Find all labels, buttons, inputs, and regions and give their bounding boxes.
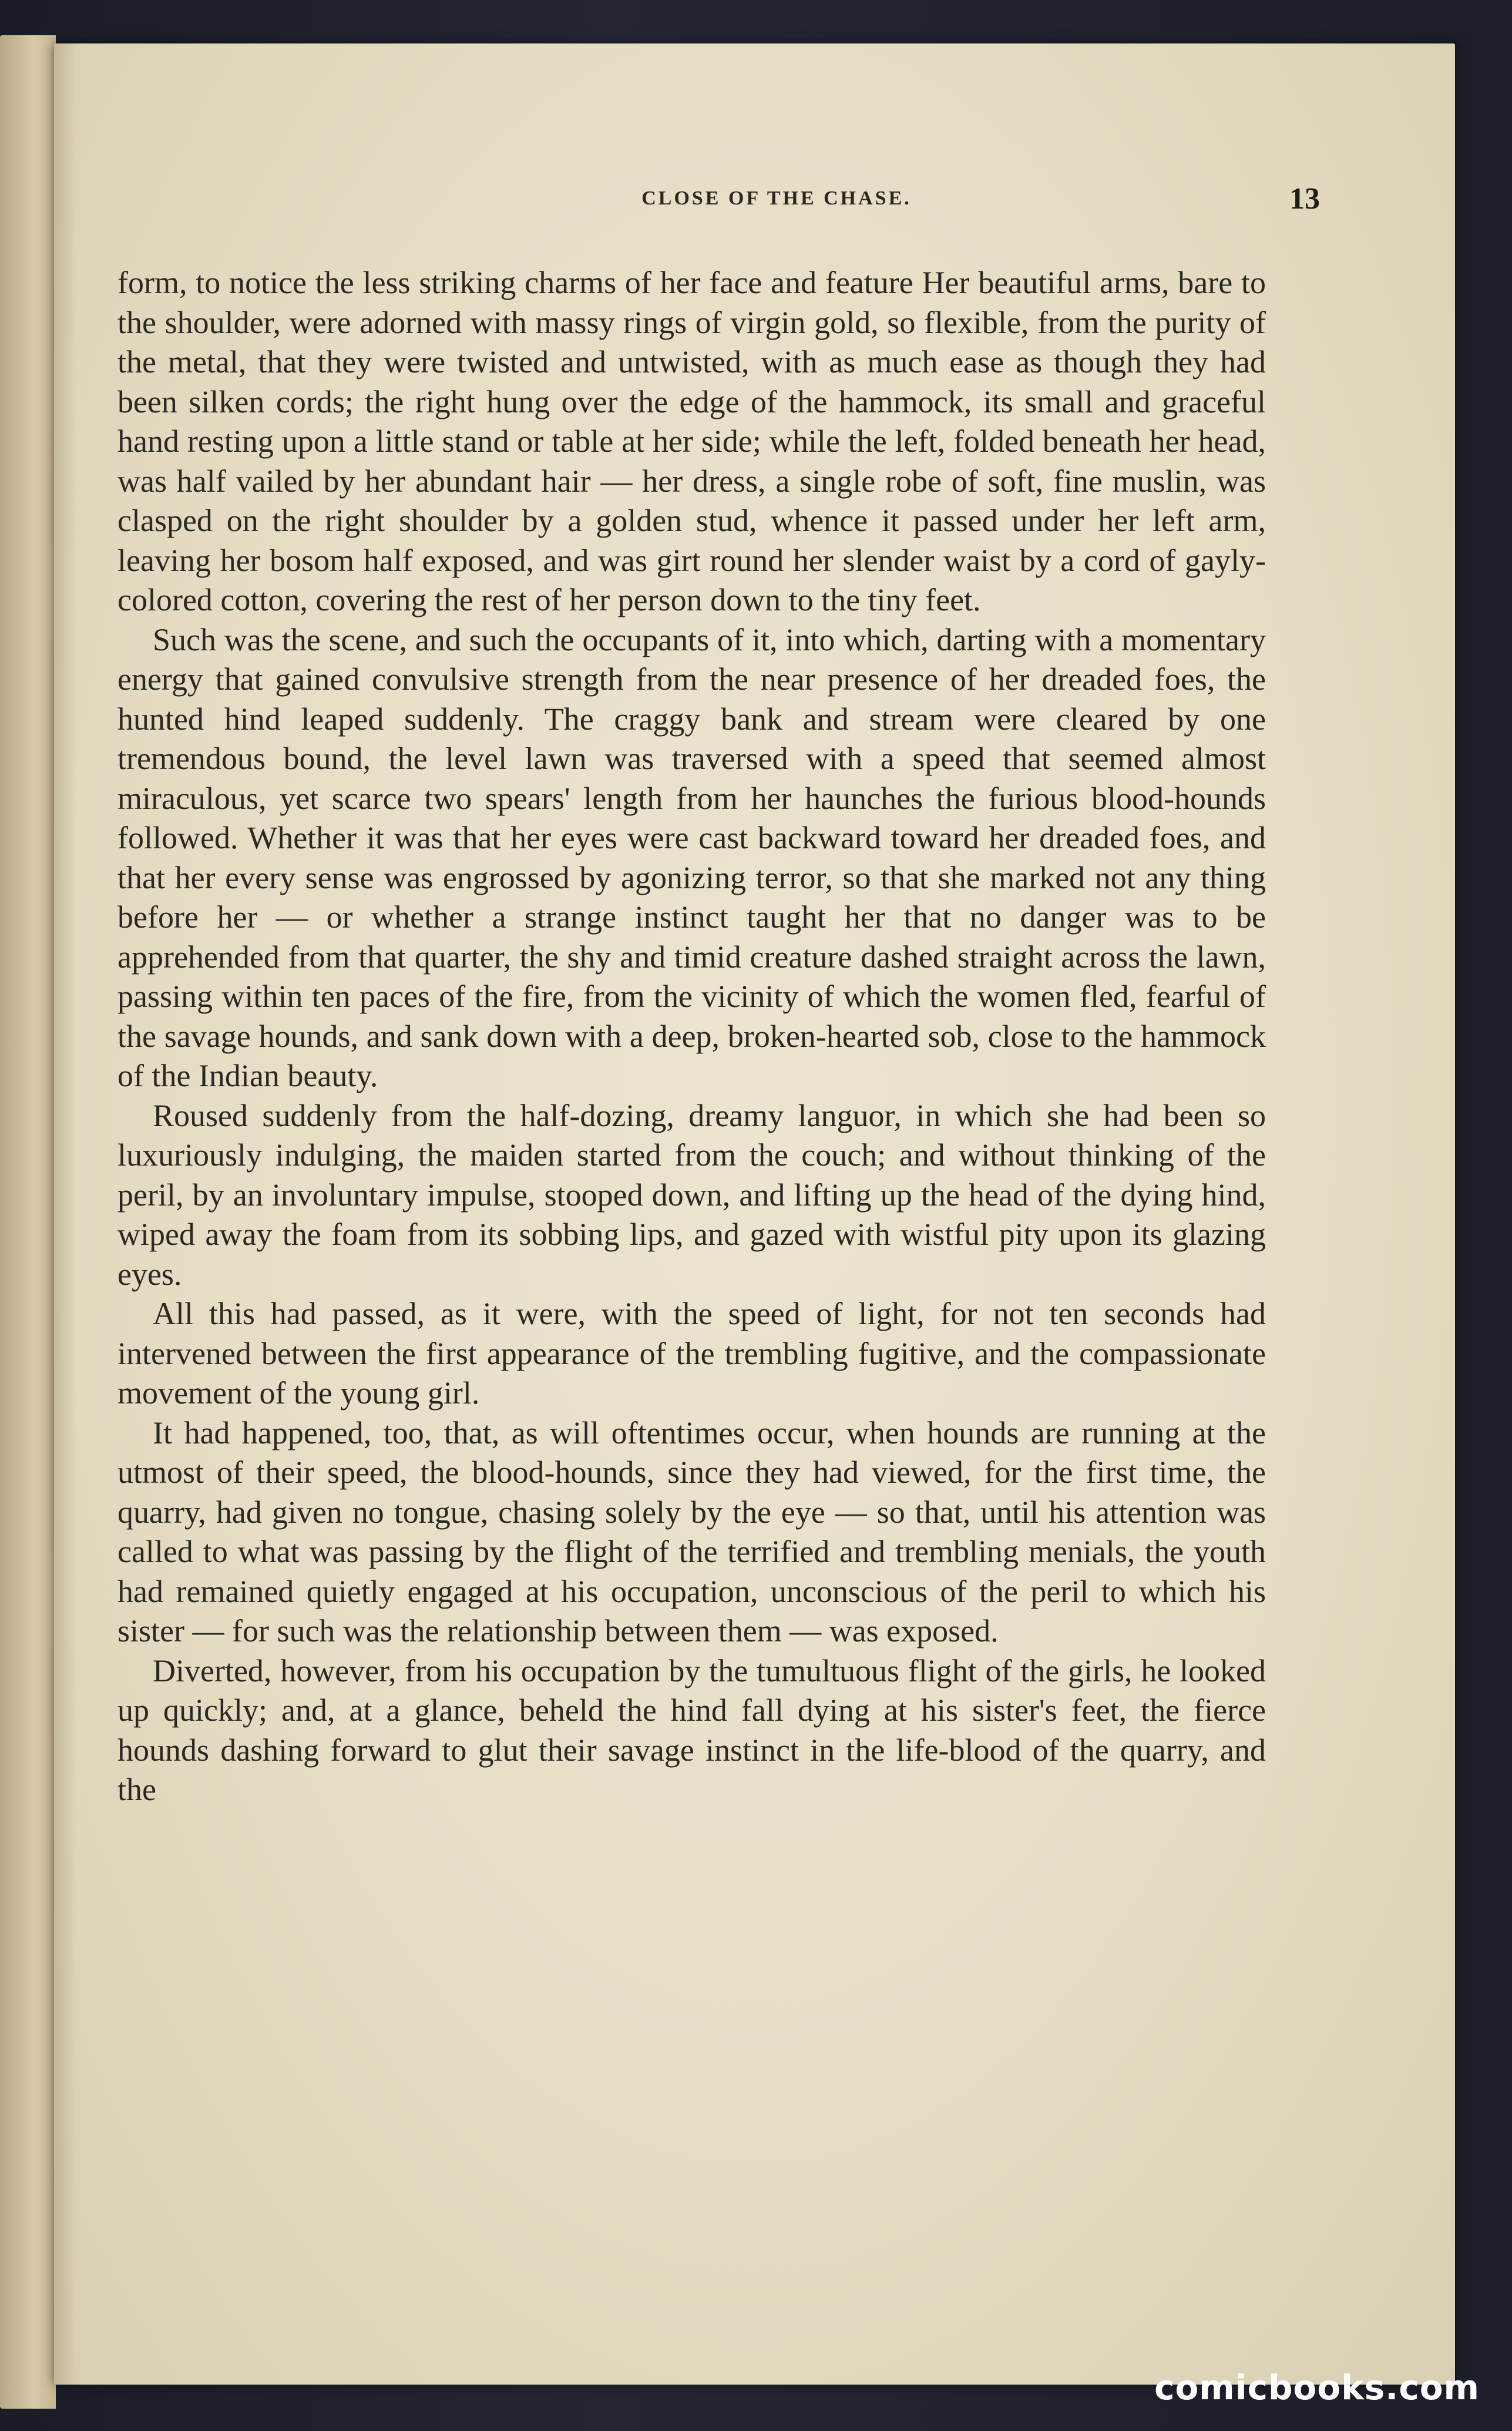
paragraph: Roused suddenly from the half-dozing, dreamy languor, in which she had been so luxuriously indulging, the maiden started from the couch; and without thinking of the peril, by an involuntary impulse, stooped down, and lifting up the head of the dying hind, wiped away the foam from its sobbing lips, and gazed with wistful pity upon its glazing eyes. [117, 1097, 1266, 1292]
paragraph: Diverted, however, from his occupation by the tumultuous flight of the girls, he looked up quickly; and, at a glance, beheld the hind fall dying at his sister's feet, the fierce hounds dashing forward to glut their savage instinct in the life-blood of the quarry, and the [117, 1653, 1266, 1807]
body-text [117, 263, 1266, 1810]
running-head [54, 182, 1455, 229]
page-gutter-shadow [54, 43, 78, 2385]
facing-page-edge [0, 35, 56, 2409]
paragraph: form, to notice the less striking charms of her face and feature Her beautiful arms, bare to the shoulder, were adorned with massy rings of virgin gold, so flexible, from the purity of the metal, that they were twisted and untwisted, with as much ease as though they had been silken cords; the right hung over the edge of the hammock, its small and graceful hand resting upon a little stand or table at her side; while the left, folded beneath her head, was half vailed by her abundant hair — her dress, a single robe of soft, fine muslin, was clasped on the right shoulder by a golden stud, whence it passed under her left arm, leaving her bosom half exposed, and was girt round her slender waist by a cord of gayly-colored cotton, covering the rest of her person down to the tiny feet. [117, 265, 1266, 617]
paragraph: It had happened, too, that, as will oftentimes occur, when hounds are running at the utmost of their speed, the blood-hounds, since they had viewed, for the first time, the quarry, had given no tongue, chasing solely by the eye — so that, until his attention was called to what was passing by the flight of the terrified and trembling menials, the youth had remained quietly engaged at his occupation, unconscious of the peril to which his sister — for such was the relationship between them — was exposed. [117, 1415, 1266, 1648]
paragraph: All this had passed, as it were, with the speed of light, for not ten seconds had intervened between the first appearance of the trembling fugitive, and the compassionate movement of the young girl. [117, 1296, 1266, 1411]
watermark: comicbooks.com [1154, 2368, 1480, 2408]
paragraph: Such was the scene, and such the occupants of it, into which, darting with a momentary energy that gained convulsive strength from the near presence of her dreaded foes, the hunted hind leaped suddenly. The craggy bank and stream were cleared by one tremendous bound, the level lawn was traversed with a speed that seemed almost miraculous, yet scarce two spears' length from her haunches the furious blood-hounds followed. Whether it was that her eyes were cast backward toward her dreaded foes, and that her every sense was engrossed by agonizing terror, so that she marked not any thing before her — or whether a strange instinct taught her that no danger was to be apprehended from that quarter, the shy and timid creature dashed straight across the lawn, passing within ten paces of the fire, from the vicinity of which the women fled, fearful of the savage hounds, and sank down with a deep, broken-hearted sob, close to the hammock of the Indian beauty. [117, 622, 1266, 1093]
page-number: 13 [1289, 182, 1320, 216]
running-title: CLOSE OF THE CHASE. [641, 187, 912, 209]
